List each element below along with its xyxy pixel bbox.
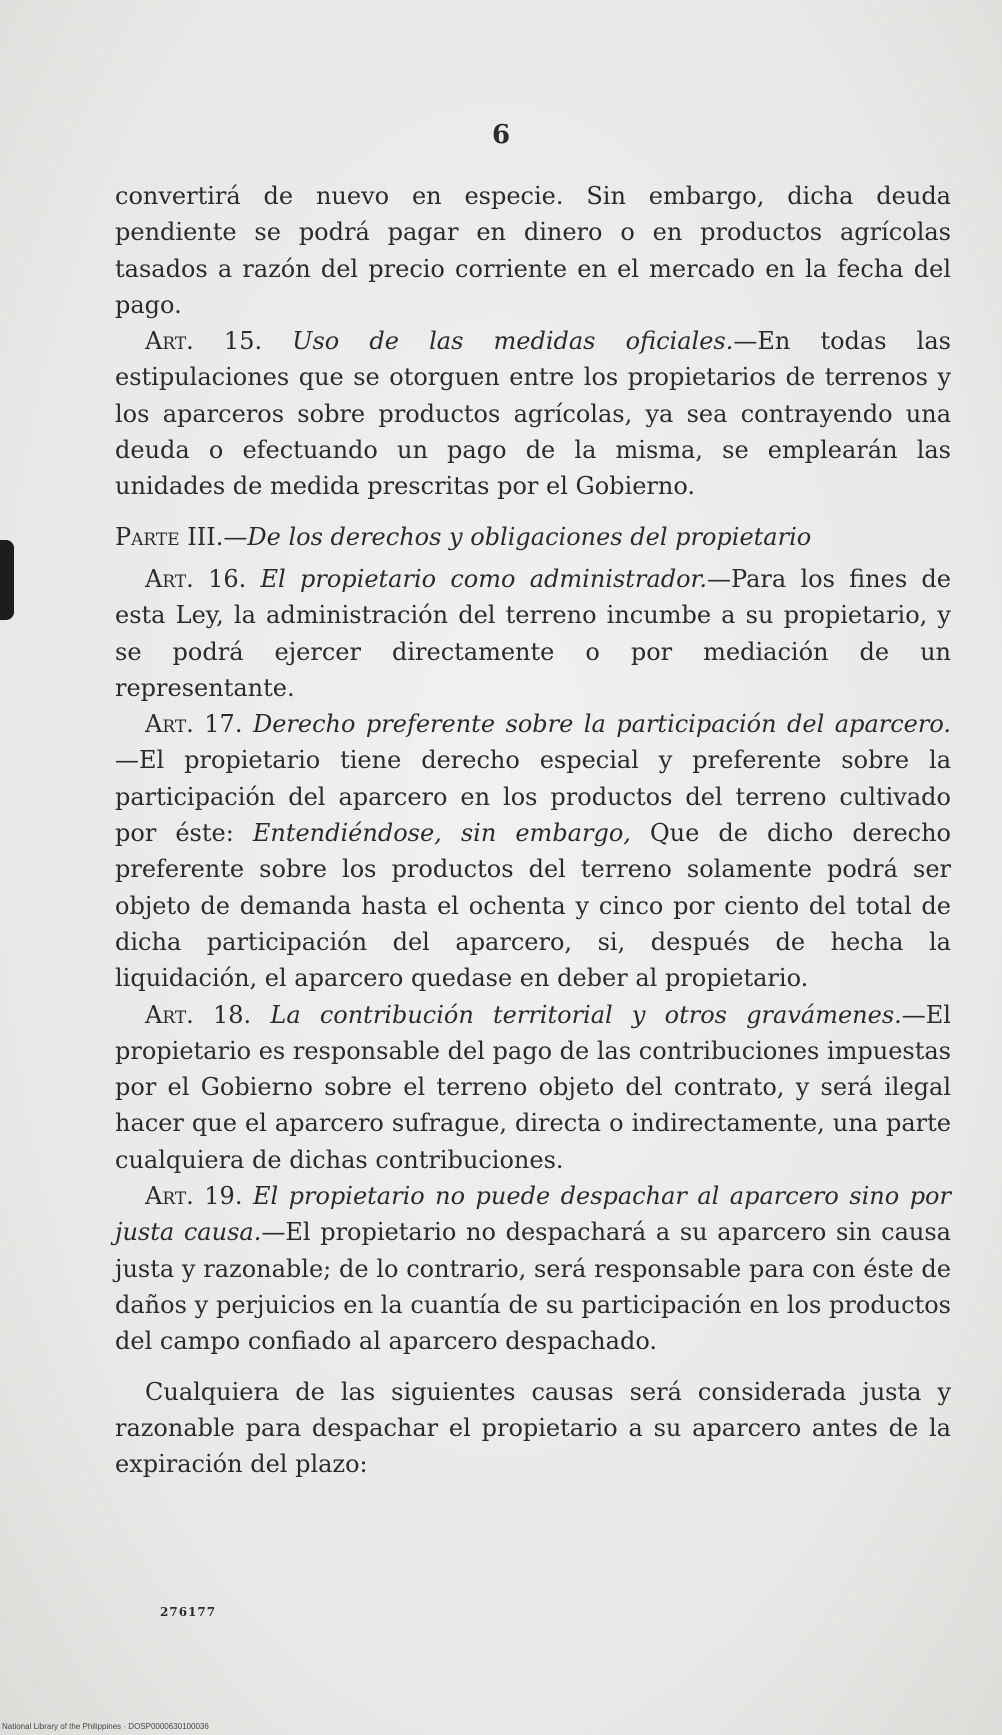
footer-credit: National Library of the Philippines · DOSP0000630100036 bbox=[2, 1722, 209, 1731]
article-title: El propietario como administrador. bbox=[260, 564, 707, 593]
article-19 bbox=[115, 1178, 951, 1359]
article-number: Art. 16. bbox=[145, 564, 247, 593]
article-number: Art. 15. bbox=[145, 327, 263, 356]
article-number: Art. 18. bbox=[145, 1000, 252, 1029]
part-heading bbox=[115, 519, 951, 555]
article-text: —En todas las estipulaciones que se otorguen entre los propietarios de terrenos y los aparceros sobre productos agrícolas, ya sea contrayendo una deuda o efectuando un pago de la misma, se emplearán las unidades de medida prescritas por el Gobierno. bbox=[115, 327, 951, 501]
page-number: 6 bbox=[491, 120, 511, 150]
part-number: Parte III. bbox=[115, 522, 224, 551]
article-16 bbox=[115, 561, 951, 706]
article-title: El propietario no puede despachar al aparcero sino por justa causa. bbox=[115, 1182, 951, 1247]
proviso-text: Que de dicho derecho preferente sobre los productos del terreno solamente podrá ser objeto de demanda hasta el ochenta y cinco por ciento del total de dicha participación del aparcero, si, después de hecha la liquidación, el aparcero quedase en deber al propietario. bbox=[115, 819, 951, 993]
article-number: Art. 17. bbox=[145, 710, 243, 739]
causes-intro bbox=[115, 1374, 951, 1483]
article-text: —El propietario es responsable del pago de las contribuciones impuestas por el Gobierno sobre el terreno objeto del contrato, y será ilegal hacer que el aparcero sufrague, directa o indirectamente, una parte cualquiera de dichas contribuciones. bbox=[115, 1000, 951, 1174]
paragraph-text: convertirá de nuevo en especie. Sin embargo, dicha deuda pendiente se podrá pagar en dinero o en productos agrícolas tasados a razón del precio corriente en el mercado en la fecha del pago. bbox=[115, 182, 951, 319]
article-18 bbox=[115, 997, 951, 1178]
article-title: La contribución territorial y otros gravámenes. bbox=[270, 1000, 902, 1029]
article-title: Derecho preferente sobre la participación del aparcero. bbox=[252, 710, 951, 739]
article-number: Art. 19. bbox=[145, 1182, 243, 1211]
print-code: 276177 bbox=[160, 1605, 217, 1619]
proviso-lead: Entendiéndose, sin embargo, bbox=[252, 819, 631, 848]
article-text: —El propietario no despachará a su aparcero sin causa justa y razonable; de lo contrario, será responsable para con éste de daños y perjuicios en la cuantía de su participación en los productos del campo confiado al aparcero despachado. bbox=[115, 1218, 951, 1356]
body-text bbox=[115, 178, 951, 1482]
article-17 bbox=[115, 706, 951, 996]
part-title: —De los derechos y obligaciones del propietario bbox=[223, 522, 812, 551]
article-15 bbox=[115, 323, 951, 504]
article-text: —El propietario tiene derecho especial y preferente sobre la participación del aparcero en los productos del terreno cultivado por éste: bbox=[115, 746, 951, 848]
paragraph-continuation bbox=[115, 178, 951, 323]
article-title: Uso de las medidas oficiales. bbox=[292, 327, 734, 356]
paragraph-text: Cualquiera de las siguientes causas será considerada justa y razonable para despachar el propietario a su aparcero antes de la expiración del plazo: bbox=[115, 1377, 951, 1479]
article-text: —Para los fines de esta Ley, la administración del terreno incumbe a su propietario, y se podrá ejercer directamente o por mediación de un representante. bbox=[115, 564, 951, 702]
binding-mark bbox=[0, 540, 14, 620]
